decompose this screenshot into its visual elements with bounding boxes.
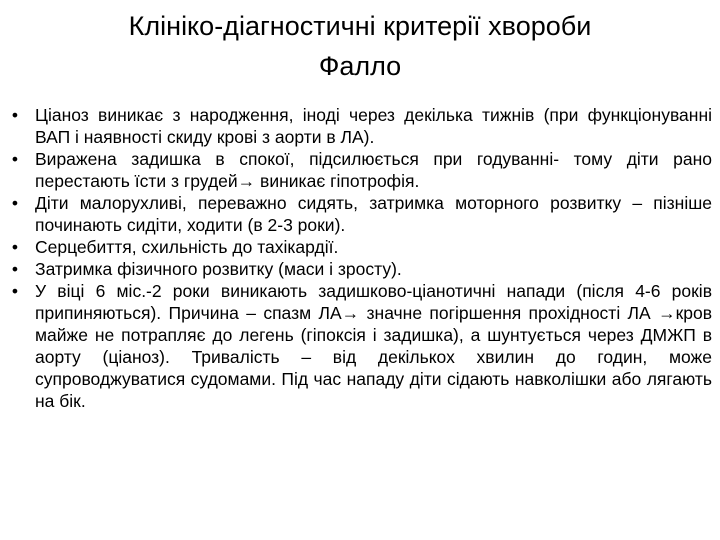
slide-title-line-1: Клініко-діагностичні критерії хвороби [128,11,592,41]
bullet-item [0,258,720,280]
bullet-marker: • [11,259,19,279]
bullet-text: Серцебиття, схильність до тахікардії. [35,237,339,257]
bullet-marker: • [11,193,19,213]
bullet-item [0,192,720,236]
bullet-marker: • [11,105,19,125]
bullet-text: Виражена задишка в спокої, підсилюється при годуванні- тому діти рано перестають їсти з грудей→ виникає гіпотрофія. [35,149,712,191]
bullet-text: Ціаноз виникає з народження, іноді через декілька тижнів (при функціонуванні ВАП і наявності скиду крові з аорти в ЛА). [35,105,712,147]
bullet-text: У віці 6 міс.-2 роки виникають задишково-ціанотичні напади (після 4-6 років припиняються). Причина – спазм ЛА→ значне погіршення прохідності ЛА →кров майже не потрапляє до легень (гіпоксія і задишка), а шунтується через ДМЖП в аорту (ціаноз). Тривалість – від декількох хвилин до годин, може супроводжуватися судомами. Під час нападу діти сідають навколішки або лягають на бік. [35,281,712,411]
bullet-item [0,280,720,412]
bullet-text: Діти малорухливі, переважно сидять, затримка моторного розвитку – пізніше починають сидіти, ходити (в 2-3 роки). [35,193,712,235]
slide-title [20,6,700,86]
bullet-marker: • [11,149,19,169]
bullet-text: Затримка фізичного розвитку (маси і зросту). [35,259,402,279]
bullet-item [0,148,720,192]
bullet-item [0,104,720,148]
bullet-list [0,104,720,412]
slide-title-line-2: Фалло [318,51,402,81]
bullet-marker: • [11,237,19,257]
bullet-item [0,236,720,258]
bullet-marker: • [11,281,19,301]
